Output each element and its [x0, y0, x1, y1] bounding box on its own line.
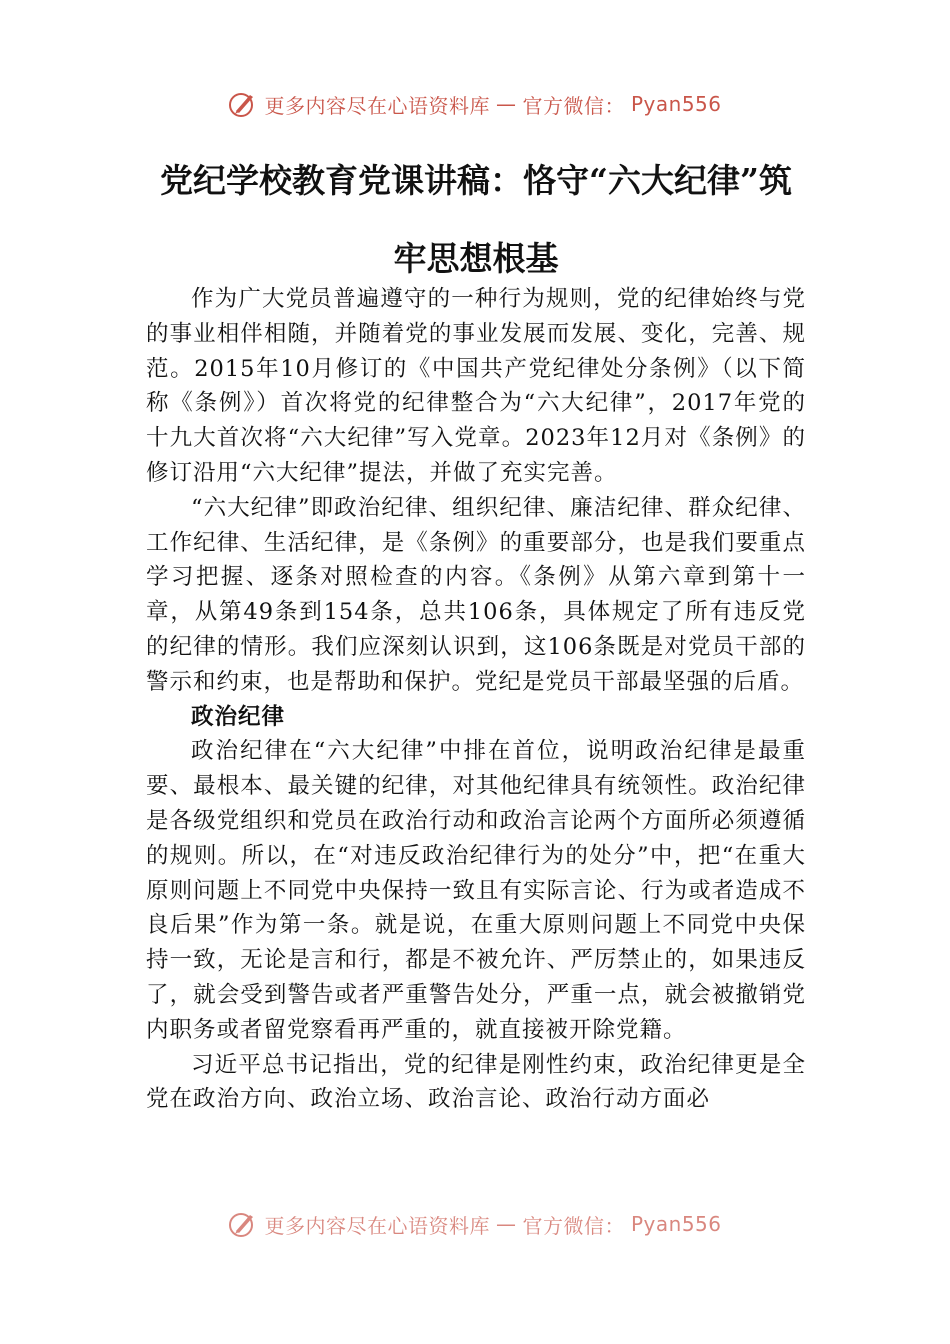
watermark-separator: — [495, 1212, 517, 1236]
watermark-text: 更多内容尽在心语资料库 [264, 1213, 490, 1238]
paragraph: 习近平总书记指出，党的纪律是刚性约束，政治纪律更是全党在政治方向、政治立场、政治言论、政治行动方面必 [146, 1051, 806, 1113]
document-title: 党纪学校教育党课讲稿：恪守“六大纪律”筑牢思想根基 [160, 161, 792, 278]
document-body [146, 282, 806, 1117]
watermark-wechat-id: Pyan556 [630, 92, 722, 116]
paragraph: 政治纪律在“六大纪律”中排在首位，说明政治纪律是最重要、最根本、最关键的纪律，对其他纪律具有统领性。政治纪律是各级党组织和党员在政治行动和政治言论两个方面所必须遵循的规则。所以，在“对违反政治纪律行为的处分”中，把“在重大原则问题上不同党中央保持一致且有实际言论、行为或者造成不良后果”作为第一条。就是说，在重大原则问题上不同党中央保持一致，无论是言和行，都是不被允许、严厉禁止的，如果违反了，就会受到警告或者严重警告处分，严重一点，就会被撤销党内职务或者留党察看再严重的，就直接被开除党籍。 [146, 738, 806, 1043]
paragraph: “六大纪律”即政治纪律、组织纪律、廉洁纪律、群众纪律、工作纪律、生活纪律，是《条例》的重要部分，也是我们要重点学习把握、逐条对照检查的内容。《条例》从第六章到第十一章，从第49条到154条，总共106条，具体规定了所有违反党的纪律的情形。我们应深刻认识到，这106条既是对党员干部的警示和约束，也是帮助和保护。党纪是党员干部最坚强的后盾。 [146, 494, 806, 695]
watermark-text: 更多内容尽在心语资料库 [264, 93, 490, 118]
watermark-wechat-id: Pyan556 [630, 1212, 722, 1236]
watermark-wechat-label: 官方微信： [522, 93, 625, 118]
watermark-wechat-label: 官方微信： [522, 1213, 625, 1238]
quill-pen-logo-icon [228, 1209, 258, 1239]
section-heading: 政治纪律 [191, 703, 286, 730]
watermark-banner-bottom [0, 1204, 950, 1244]
watermark-separator: — [495, 92, 517, 116]
watermark-banner-top [0, 84, 950, 124]
paragraph: 作为广大党员普遍遵守的一种行为规则，党的纪律始终与党的事业相伴相随，并随着党的事业发展而发展、变化，完善、规范。2015年10月修订的《中国共产党纪律处分条例》（以下简称《条例》）首次将党的纪律整合为“六大纪律”，2017年党的十九大首次将“六大纪律”写入党章。2023年12月对《条例》的修订沿用“六大纪律”提法，并做了充实完善。 [146, 286, 806, 486]
quill-pen-logo-icon [228, 89, 258, 119]
